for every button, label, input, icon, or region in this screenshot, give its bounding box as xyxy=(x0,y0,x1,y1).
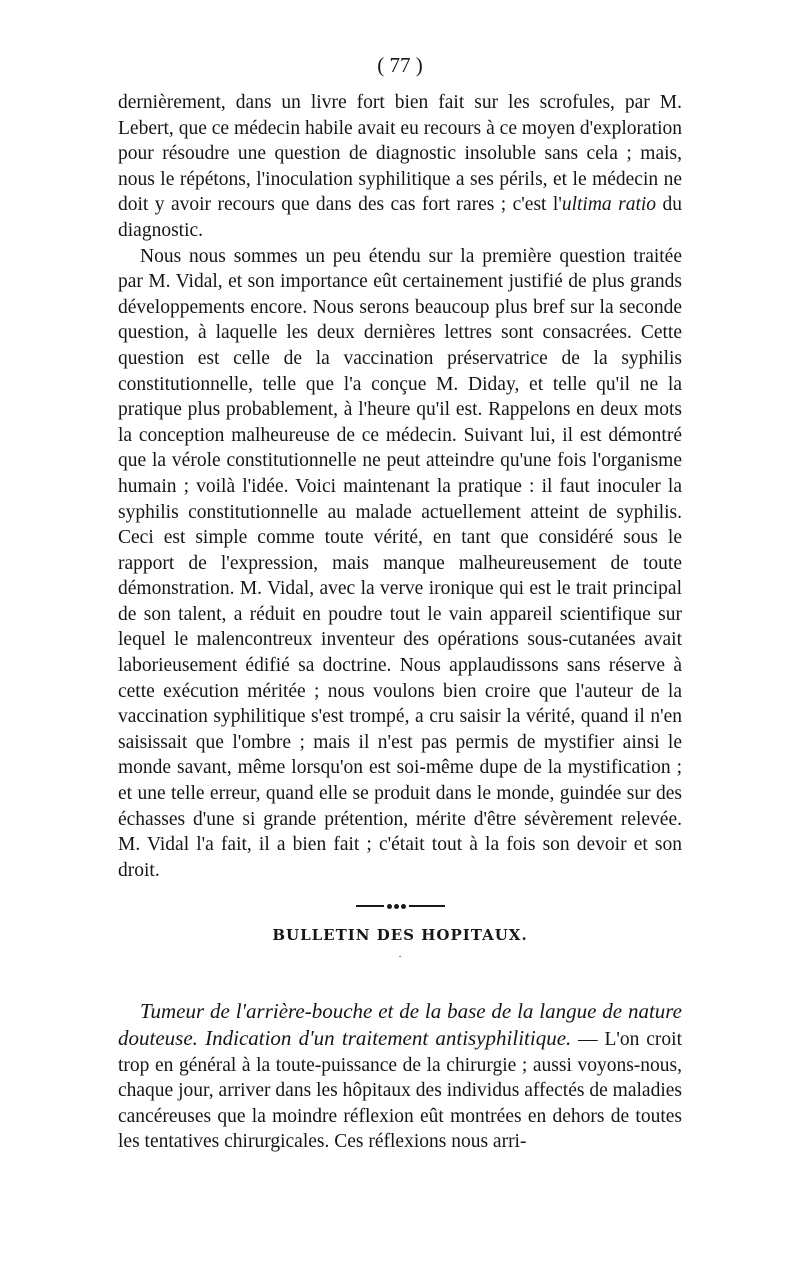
paragraph-1-text: dernièrement, dans un livre fort bien fait sur les scrofules, par M. Lebert, que ce médecin habile avait eu recours à ce moyen d'exploration pour résoudre une question de diagnostic insoluble sans cela ; mais, nous le répétons, l'inoculation syphilitique a ses périls, et le médecin ne doit y avoir recours que dans des cas fort rares ; c'est l' xyxy=(118,92,682,216)
ornament-dot xyxy=(394,904,399,909)
ornament-dot xyxy=(401,904,406,909)
paragraph-vidal: Nous nous sommes un peu étendu sur la première question traitée par M. Vidal, et son importance eût certainement justifié de plus grands développements encore. Nous serons beaucoup plus bref sur la seconde question, à laquelle les deux dernières lettres sont consacrées. Cette question est celle de la vaccination préservatrice de la syphilis constitutionnelle, telle que l'a conçue M. Diday, et telle qu'il ne la pratique plus probablement, à l'heure qu'il est. Rappelons en deux mots la conception malheureuse de ce médecin. Suivant lui, il est démontré que la vérole constitutionnelle ne peut atteindre qu'une fois l'organisme humain ; voilà l'idée. Voici maintenant la pratique : il faut inoculer la syphilis constitutionnelle au malade actuellement atteint de syphilis. Ceci est simple comme toute vérité, en tant que considéré sous le rapport de l'expression, mais manque malheureusement de toute démonstration. M. Vidal, avec la verve ironique qui est le trait principal de son talent, a réduit en poudre tout le vain appareil scientifique sur lequel le malencontreux inventeur des opérations sous-cutanées avait laborieusement édifié sa doctrine. Nous applaudissons sans réserve à cette exécution méritée ; nous voulons bien croire que l'auteur de la vaccination syphilitique s'est trompé, a cru saisir la vérité, quand il n'en saisissait que l'ombre ; mais il n'est pas permis de mystifier ainsi le monde savant, même lorsqu'on est soi-même dupe de la mystification ; et une telle erreur, quand elle se produit dans le monde, guindée sur des échasses d'une si grande prétention, mérite d'être sévèrement relevée. M. Vidal l'a fait, il a bien fait ; c'était tout à la fois son devoir et son droit. xyxy=(118,245,682,881)
ornament-divider xyxy=(118,901,682,911)
small-mark: · xyxy=(398,952,402,964)
paragraph-1-end: du diagnostic. xyxy=(118,194,682,241)
paragraph-tumeur xyxy=(118,999,682,1155)
paragraph-continuation xyxy=(118,90,682,244)
page-number: ( 77 ) xyxy=(377,53,423,77)
paragraph-3-italic-heading: Tumeur de l'arrière-bouche et de la base de la langue de nature douteuse. Indication d'un traitement antisyphilitique. xyxy=(118,999,682,1050)
paragraph-3-text: — L'on croit trop en général à la toute-puissance de la chirurgie ; aussi voyons-nous, chaque jour, arriver dans les hôpitaux des individus affectés de maladies cancéreuses que la moindre réflexion eût montrées en dehors de toutes les tentatives chirurgicales. Ces réflexions nous arri- xyxy=(118,1029,682,1153)
ornament-dot xyxy=(387,904,392,909)
ornament-line-right xyxy=(409,905,445,907)
section-title: BULLETIN DES HOPITAUX. xyxy=(272,926,528,945)
ornament-dots xyxy=(386,904,407,909)
paragraph-1-italic: ultima ratio xyxy=(561,194,657,216)
ornament-line-left xyxy=(356,905,384,907)
book-page xyxy=(118,52,682,1155)
